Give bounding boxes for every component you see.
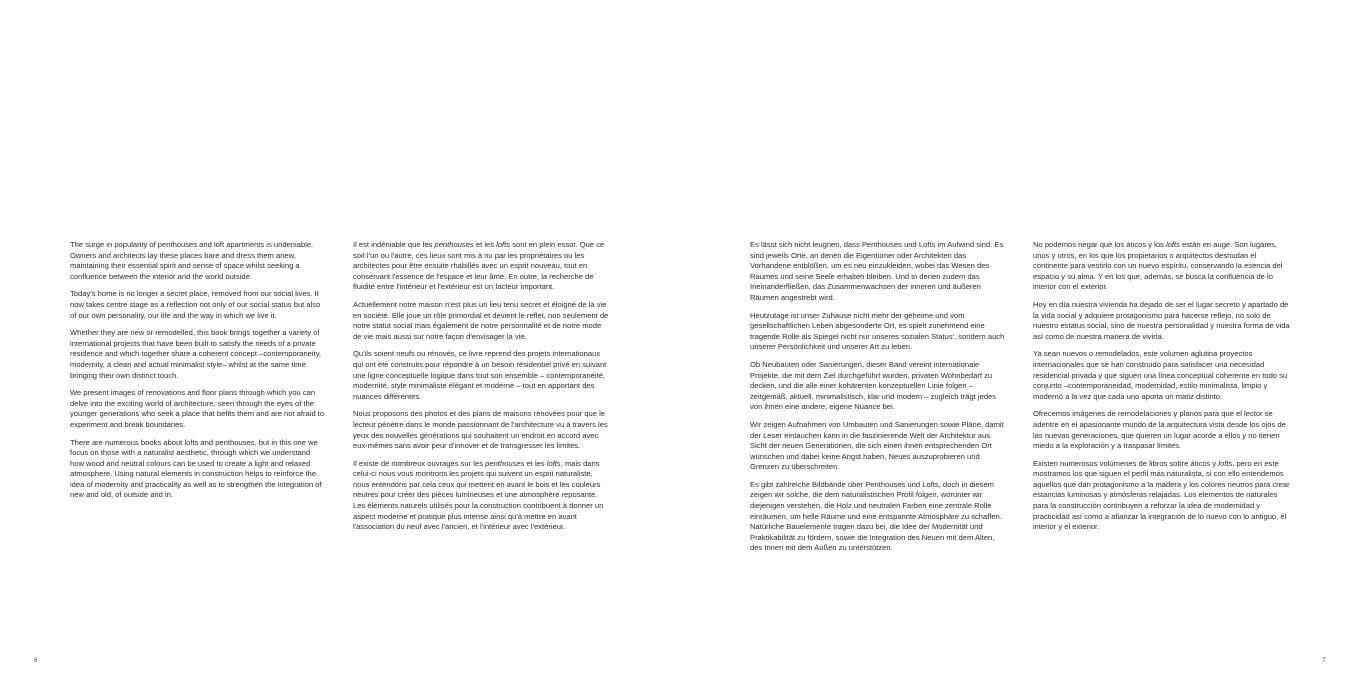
english-paragraph-1: The surge in popularity of penthouses and loft apartments is undeniable. Owners and architects lay these places bare and dress them anew, maintaining their essential spirit and sense of space whilst seeking a confluence between the interior and the world outside. — [70, 240, 314, 281]
german-paragraph-4: Wir zeigen Aufnahmen von Umbauten und Sanierungen sowie Pläne, damit der Leser eintauchen kann in die faszinierende Welt der Architektur aus Sicht der neuen Generationen, die sich einen ihnen entsprechenden Ort wünschen und dabei keine Angst haben, Neues auszuprobieren und Grenzen zu überschreiten. — [750, 419, 1004, 472]
spanish-paragraph-4: Ofrecemos imágenes de remodelaciones y planos para que el lector se adentre en el apasionante mundo de la arquitectura vista desde los ojos de las nuevas generaciones, que quieren un lugar acorde a ellos y no tienen miedo a la exploración y a traspasar límites. — [1033, 409, 1286, 451]
english-paragraph-3: Whether they are new or remodelled, this book brings together a variety of international projects that have been built to satisfy the needs of a private residence and which together share a coherent concept –contemporaneity, modernity, a clean and actual minimalist style– whilst at the same time bringing their own distinct touch. — [70, 328, 322, 380]
french-paragraph-1: Il est indéniable que les penthouses et les lofts sont en plein essor. Que ce soit l'un ou l'autre, ces lieux sont mis à nu par les propriétaires ou les architectes pour être ensuite rhabillés avec un esprit nouveau, tout en conservant l'essence de l'espace et leur âme. En outre, la recherche de fluidité entre l'intérieur et l'extérieur est un facteur important. — [353, 240, 605, 292]
german-paragraph-1: Es lässt sich nicht leugnen, dass Penthouses und Lofts im Aufwind sind. Es sind jeweils Orte, an denen die Eigentümer oder Architekten das Vorhandene entblößen, um es neu einzukleiden, wobei das Wesen des Raumes und seine Seele erhalten bleiben. Und in denen zudem das Ineinanderfließen, das Zusammenwachsen der inneren und äußeren Räumen angestrebt wird. — [750, 240, 1004, 302]
english-paragraph-5: There are numerous books about lofts and penthouses, but in this one we focus on those with a naturalist aesthetic, through which we understand how wood and neutral colours can be used to create a light and relaxed atmosphere. Using natural elements in construction helps to reinforce the idea of modernity and practicality as well as to strengthen the integration of new and old, of outside and in. — [70, 437, 322, 500]
spanish-paragraph-3: Ya sean nuevos o remodelados, este volumen aglutina proyectos internacionales que se han construido para satisfacer una necesidad residencial privada y que siguen una línea conceptual coherente en todo su conjunto –contemporaneidad, modernidad, estilo minimalista, limpio y moderno a la vez que cada uno aporta un matiz distinto. — [1033, 349, 1288, 401]
french-paragraph-5: Il existe de nombreux ouvrages sur les penthouses et les lofts, mais dans celui-ci nous vous montrons les projets qui suivent un esprit naturaliste, nous entendons par cela ceux qui mettent en avant le bois et les couleurs neutres pour créer des pièces lumineuses et une atmosphère reposante. Les éléments naturels utilisés pour la construction contribuent à donner un aspect moderne et pratique plus intense ainsi qu'à mettre en avant l'association du neuf avec l'ancien, et l'intérieur avec l'extérieur. — [353, 458, 604, 532]
english-text-column — [70, 240, 326, 508]
german-paragraph-3: Ob Neubauten oder Sanierungen, dieser Band vereint internationale Projekte, die mit dem Ziel durchgeführt wurden, privaten Wohnbedarf zu decken, und die alle einer kohärenten konzeptuellen Linie folgen – zeitgemäß, aktuell, minimalistisch, klar und modern – zugleich trägt jedes von ihnen eine andere, eigene Nuance bei. — [750, 359, 997, 412]
french-paragraph-2: Actuellement notre maison n'est plus un lieu tenu secret et éloigné de la vie en société. Elle joue un rôle primordial et devient le reflet, non seulement de notre statut social mais également de notre personnalité et de notre mode de vie mais aussi sur notre façon d'envisager la vie. — [353, 299, 609, 341]
french-paragraph-4: Nous proposons des photos et des plans de maisons rénovées pour que le lecteur pénètre dans le monde passionnant de l'architecture vu à travers les yeux des nouvelles générations qui souhaitent un endroit en accord avec eux-mêmes sans avoir peur d'innover et de transgresser les limites. — [353, 409, 608, 451]
right-page — [680, 0, 1360, 680]
german-text-column — [750, 240, 1008, 561]
page-number-right: 7 — [1322, 657, 1326, 664]
english-paragraph-2: Today's home is no longer a secret place, removed from our social lives. It now takes centre stage as a reflection not only of our social status but also of our own personality, our life and the way in which we live it. — [70, 289, 321, 320]
english-paragraph-4: We present images of renovations and floor plans through which you can delve into the exciting world of architecture, seen through the eyes of the younger generations who seek a place that befits them and are not afraid to experiment and break boundaries. — [70, 388, 325, 429]
page-number-left: 6 — [34, 657, 38, 664]
french-text-column — [353, 240, 611, 540]
spanish-paragraph-2: Hoy en día nuestra vivienda ha dejado de ser el lugar secreto y apartado de la vida social y adquiere protagonismo para hacerse reflejo, no solo de nuestro estatus social, sino de nuestra personalidad y nuestra forma de vida así como de nuestra manera de vivirla. — [1033, 299, 1290, 341]
spanish-paragraph-5: Existen numerosos volúmenes de libros sobre áticos y lofts, pero en este mostramos los que siguen el perfil más naturalista, si con ello entendemos aquellos que dan protagonismo a la madera y los colores neutros para crear estancias luminosas y atmósferas relajadas. Los elementos de naturales para la construcción contribuyen a reforzar la idea de modernidad y practicidad así como a afianzar la integración de lo nuevo con lo antiguo, el interior y el exterior. — [1033, 458, 1290, 532]
german-paragraph-2: Heutzutage ist unser Zuhause nicht mehr der geheime und vom gesellschaftlichen Leben abgesonderte Ort, es spielt zunehmend eine tragende Rolle als Spiegel nicht nur unseres sozialen Status', sondern auch unserer Persönlichkeit und unserer Art zu leben. — [750, 310, 1005, 352]
german-paragraph-5: Es gibt zahlreiche Bildbände über Penthouses und Lofts, doch in diesem zeigen wir solche, die dem naturalistischen Profil folgen, worunter wir diejenigen verstehen, die Holz und neutralen Farben eine zentrale Rolle einräumen, um helle Räume und eine entspannte Atmosphäre zu schaffen. Natürliche Bauelemente tragen dazu bei, die Idee der Modernität und Praktikabilität zu fördern, sowie die Integration des Neuen mit dem Alten, des Innen mit dem Außen zu unterstützen. — [750, 479, 1002, 553]
spanish-paragraph-1: No podemos negar que los áticos y los lofts están en auge. Son lugares, unos y otros, en los que los propietarios o arquitectos desnudan el continente para vestirlo con un nuevo espíritu, conservando la esencia del espacio y su alma. Y en los que, además, se busca la confluencia de lo interior con el exterior. — [1033, 240, 1283, 292]
spanish-text-column — [1033, 240, 1291, 540]
french-paragraph-3: Qu'ils soient neufs ou rénovés, ce livre reprend des projets internationaux qui ont été construits pour répondre à un besoin résidentiel privé en suivant une ligne conceptuelle logique dans tout son ensemble – contemporanéité, modernité, style minimaliste élégant et moderne – tout en apportant des nuances différentes. — [353, 349, 607, 401]
